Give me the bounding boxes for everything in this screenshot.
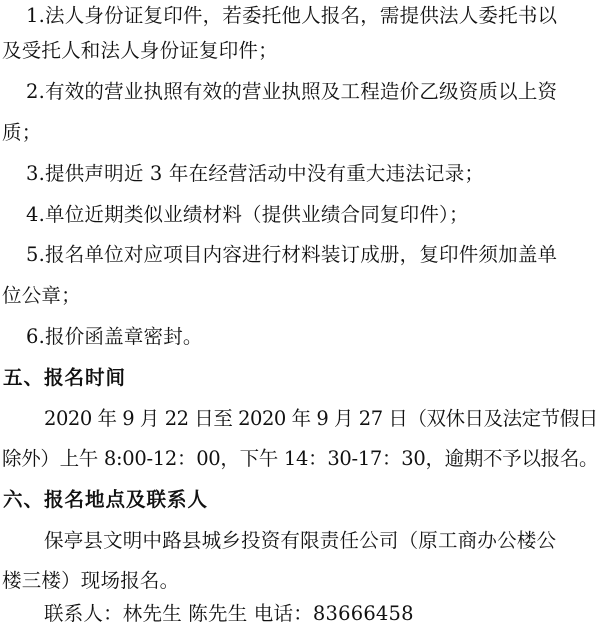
item-5-number: 5. <box>26 243 46 266</box>
item-6 <box>26 323 203 351</box>
item-1-line-2: 及受托人和法人身份证复印件； <box>2 39 278 62</box>
item-1-line-1 <box>26 2 557 30</box>
section-6-line-2: 楼三楼）现场报名。 <box>2 569 180 592</box>
contact-line: 联系人：林先生 陈先生 电话：83666458 <box>44 602 414 625</box>
item-1-text: 法人身份证复印件，若委托他人报名，需提供法人委托书以 <box>45 4 558 27</box>
item-1-number: 1. <box>26 4 46 27</box>
section-5-line-2: 除外）上午 8:00-12：00，下午 14：30-17：30，逾期不予以报名。 <box>2 447 599 470</box>
item-4-text: 单位近期类似业绩材料（提供业绩合同复印件）； <box>45 203 469 226</box>
item-5-line-2: 位公章； <box>2 284 81 307</box>
item-4 <box>26 201 469 229</box>
item-2-text: 有效的营业执照有效的营业执照及工程造价乙级资质以上资 <box>45 80 558 103</box>
item-6-text: 报价函盖章密封。 <box>45 325 203 348</box>
item-5-line-1 <box>26 241 557 269</box>
section-6-line-1: 保亭县文明中路县城乡投资有限责任公司（原工商办公楼公 <box>44 529 557 552</box>
item-6-number: 6. <box>26 325 46 348</box>
item-2-number: 2. <box>26 80 46 103</box>
item-5-text: 报名单位对应项目内容进行材料装订成册，复印件须加盖单 <box>45 243 558 266</box>
section-6-heading: 六、报名地点及联系人 <box>3 488 209 511</box>
item-2-line-2: 质； <box>2 121 42 144</box>
item-3-number: 3. <box>26 162 46 185</box>
item-2-line-1 <box>26 78 557 106</box>
item-3-text: 提供声明近 3 年在经营活动中没有重大违法记录； <box>45 162 485 185</box>
section-5-line-1: 2020 年 9 月 22 日至 2020 年 9 月 27 日（双休日及法定节假日 <box>44 407 598 430</box>
item-3 <box>26 160 484 188</box>
item-4-number: 4. <box>26 203 46 226</box>
section-5-heading: 五、报名时间 <box>3 366 127 389</box>
